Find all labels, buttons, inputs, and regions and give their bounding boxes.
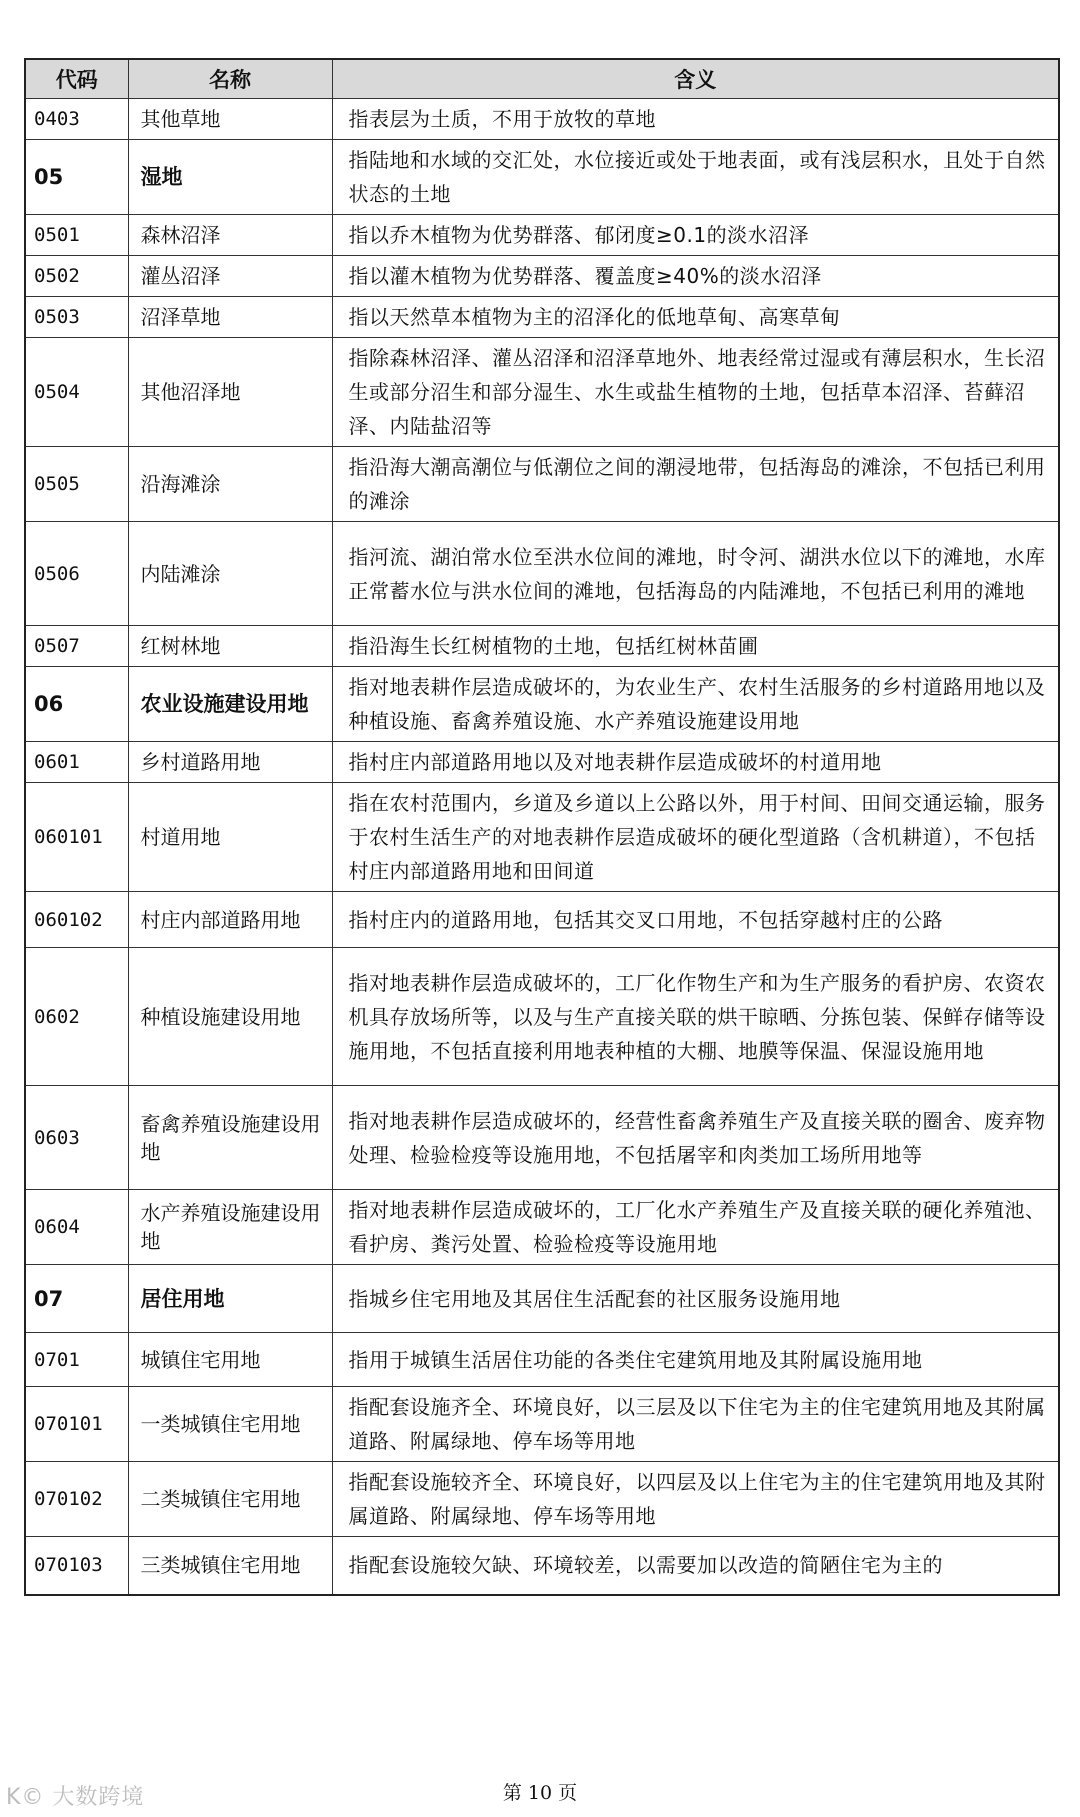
cell-name: 畜禽养殖设施建设用地 xyxy=(128,1086,332,1190)
table-row xyxy=(25,338,1059,447)
cell-meaning: 指以乔木植物为优势群落、郁闭度≥0.1的淡水沼泽 xyxy=(332,215,1059,256)
cell-code: 070101 xyxy=(25,1387,128,1462)
cell-meaning: 指以灌木植物为优势群落、覆盖度≥40%的淡水沼泽 xyxy=(332,256,1059,297)
cell-code: 0604 xyxy=(25,1190,128,1265)
table-row xyxy=(25,447,1059,522)
cell-meaning: 指城乡住宅用地及其居住生活配套的社区服务设施用地 xyxy=(332,1265,1059,1333)
cell-name: 二类城镇住宅用地 xyxy=(128,1462,332,1537)
cell-meaning: 指配套设施较欠缺、环境较差，以需要加以改造的简陋住宅为主的 xyxy=(332,1537,1059,1595)
cell-meaning: 指表层为土质，不用于放牧的草地 xyxy=(332,99,1059,140)
land-use-classification-table xyxy=(24,58,1060,1596)
cell-code: 070103 xyxy=(25,1537,128,1595)
cell-code: 07 xyxy=(25,1265,128,1333)
cell-meaning: 指沿海生长红树植物的土地，包括红树林苗圃 xyxy=(332,626,1059,667)
table-row xyxy=(25,742,1059,783)
cell-code: 060102 xyxy=(25,892,128,948)
cell-code: 0502 xyxy=(25,256,128,297)
table-row-category xyxy=(25,140,1059,215)
header-name: 名称 xyxy=(128,59,332,99)
cell-name: 其他草地 xyxy=(128,99,332,140)
cell-meaning: 指在农村范围内，乡道及乡道以上公路以外，用于村间、田间交通运输，服务于农村生活生产的对地表耕作层造成破坏的硬化型道路（含机耕道），不包括村庄内部道路用地和田间道 xyxy=(332,783,1059,892)
cell-name: 城镇住宅用地 xyxy=(128,1333,332,1387)
cell-code: 0603 xyxy=(25,1086,128,1190)
page-number: 第 10 页 xyxy=(502,1782,578,1804)
table-row xyxy=(25,256,1059,297)
cell-name: 湿地 xyxy=(128,140,332,215)
watermark-logo: K© 大数跨境 xyxy=(6,1785,145,1810)
table-row xyxy=(25,215,1059,256)
cell-name: 乡村道路用地 xyxy=(128,742,332,783)
cell-name: 红树林地 xyxy=(128,626,332,667)
cell-code: 06 xyxy=(25,667,128,742)
cell-meaning: 指村庄内的道路用地，包括其交叉口用地，不包括穿越村庄的公路 xyxy=(332,892,1059,948)
cell-name: 内陆滩涂 xyxy=(128,522,332,626)
cell-code: 0504 xyxy=(25,338,128,447)
cell-code: 060101 xyxy=(25,783,128,892)
cell-meaning: 指用于城镇生活居住功能的各类住宅建筑用地及其附属设施用地 xyxy=(332,1333,1059,1387)
cell-code: 0403 xyxy=(25,99,128,140)
cell-code: 070102 xyxy=(25,1462,128,1537)
table-row xyxy=(25,1190,1059,1265)
table-row xyxy=(25,1537,1059,1595)
cell-meaning: 指河流、湖泊常水位至洪水位间的滩地，时令河、湖洪水位以下的滩地，水库正常蓄水位与洪水位间的滩地，包括海岛的内陆滩地，不包括已利用的滩地 xyxy=(332,522,1059,626)
table-row xyxy=(25,1387,1059,1462)
table-row xyxy=(25,1086,1059,1190)
cell-name: 灌丛沼泽 xyxy=(128,256,332,297)
table-row xyxy=(25,297,1059,338)
table-row xyxy=(25,783,1059,892)
cell-meaning: 指配套设施较齐全、环境良好，以四层及以上住宅为主的住宅建筑用地及其附属道路、附属绿地、停车场等用地 xyxy=(332,1462,1059,1537)
cell-code: 0701 xyxy=(25,1333,128,1387)
cell-name: 三类城镇住宅用地 xyxy=(128,1537,332,1595)
table-row xyxy=(25,892,1059,948)
cell-meaning: 指陆地和水域的交汇处，水位接近或处于地表面，或有浅层积水，且处于自然状态的土地 xyxy=(332,140,1059,215)
cell-name: 森林沼泽 xyxy=(128,215,332,256)
table-row xyxy=(25,99,1059,140)
cell-name: 其他沼泽地 xyxy=(128,338,332,447)
cell-meaning: 指配套设施齐全、环境良好，以三层及以下住宅为主的住宅建筑用地及其附属道路、附属绿地、停车场等用地 xyxy=(332,1387,1059,1462)
table-row xyxy=(25,522,1059,626)
cell-name: 居住用地 xyxy=(128,1265,332,1333)
cell-name: 农业设施建设用地 xyxy=(128,667,332,742)
document-page xyxy=(24,58,1058,1596)
cell-meaning: 指以天然草本植物为主的沼泽化的低地草甸、高寒草甸 xyxy=(332,297,1059,338)
table-row xyxy=(25,1333,1059,1387)
cell-name: 一类城镇住宅用地 xyxy=(128,1387,332,1462)
table-row-category xyxy=(25,667,1059,742)
cell-code: 0505 xyxy=(25,447,128,522)
cell-meaning: 指沿海大潮高潮位与低潮位之间的潮浸地带，包括海岛的滩涂，不包括已利用的滩涂 xyxy=(332,447,1059,522)
table-body xyxy=(25,99,1059,1595)
header-code: 代码 xyxy=(25,59,128,99)
cell-code: 0601 xyxy=(25,742,128,783)
cell-meaning: 指村庄内部道路用地以及对地表耕作层造成破坏的村道用地 xyxy=(332,742,1059,783)
cell-code: 0507 xyxy=(25,626,128,667)
cell-code: 0602 xyxy=(25,948,128,1086)
cell-code: 0501 xyxy=(25,215,128,256)
table-header-row xyxy=(25,59,1059,99)
table-row-category xyxy=(25,1265,1059,1333)
header-meaning: 含义 xyxy=(332,59,1059,99)
cell-name: 沿海滩涂 xyxy=(128,447,332,522)
cell-code: 0506 xyxy=(25,522,128,626)
cell-meaning: 指对地表耕作层造成破坏的，工厂化水产养殖生产及直接关联的硬化养殖池、看护房、粪污处置、检验检疫等设施用地 xyxy=(332,1190,1059,1265)
cell-name: 水产养殖设施建设用地 xyxy=(128,1190,332,1265)
cell-name: 沼泽草地 xyxy=(128,297,332,338)
cell-meaning: 指对地表耕作层造成破坏的，经营性畜禽养殖生产及直接关联的圈舍、废弃物处理、检验检疫等设施用地，不包括屠宰和肉类加工场所用地等 xyxy=(332,1086,1059,1190)
cell-meaning: 指对地表耕作层造成破坏的，工厂化作物生产和为生产服务的看护房、农资农机具存放场所等，以及与生产直接关联的烘干晾晒、分拣包装、保鲜存储等设施用地，不包括直接利用地表种植的大棚、地膜等保温、保湿设施用地 xyxy=(332,948,1059,1086)
cell-name: 种植设施建设用地 xyxy=(128,948,332,1086)
table-row xyxy=(25,1462,1059,1537)
cell-name: 村道用地 xyxy=(128,783,332,892)
table-row xyxy=(25,626,1059,667)
table-row xyxy=(25,948,1059,1086)
cell-meaning: 指除森林沼泽、灌丛沼泽和沼泽草地外、地表经常过湿或有薄层积水，生长沼生或部分沼生和部分湿生、水生或盐生植物的土地，包括草本沼泽、苔藓沼泽、内陆盐沼等 xyxy=(332,338,1059,447)
cell-meaning: 指对地表耕作层造成破坏的，为农业生产、农村生活服务的乡村道路用地以及种植设施、畜禽养殖设施、水产养殖设施建设用地 xyxy=(332,667,1059,742)
cell-name: 村庄内部道路用地 xyxy=(128,892,332,948)
cell-code: 05 xyxy=(25,140,128,215)
cell-code: 0503 xyxy=(25,297,128,338)
